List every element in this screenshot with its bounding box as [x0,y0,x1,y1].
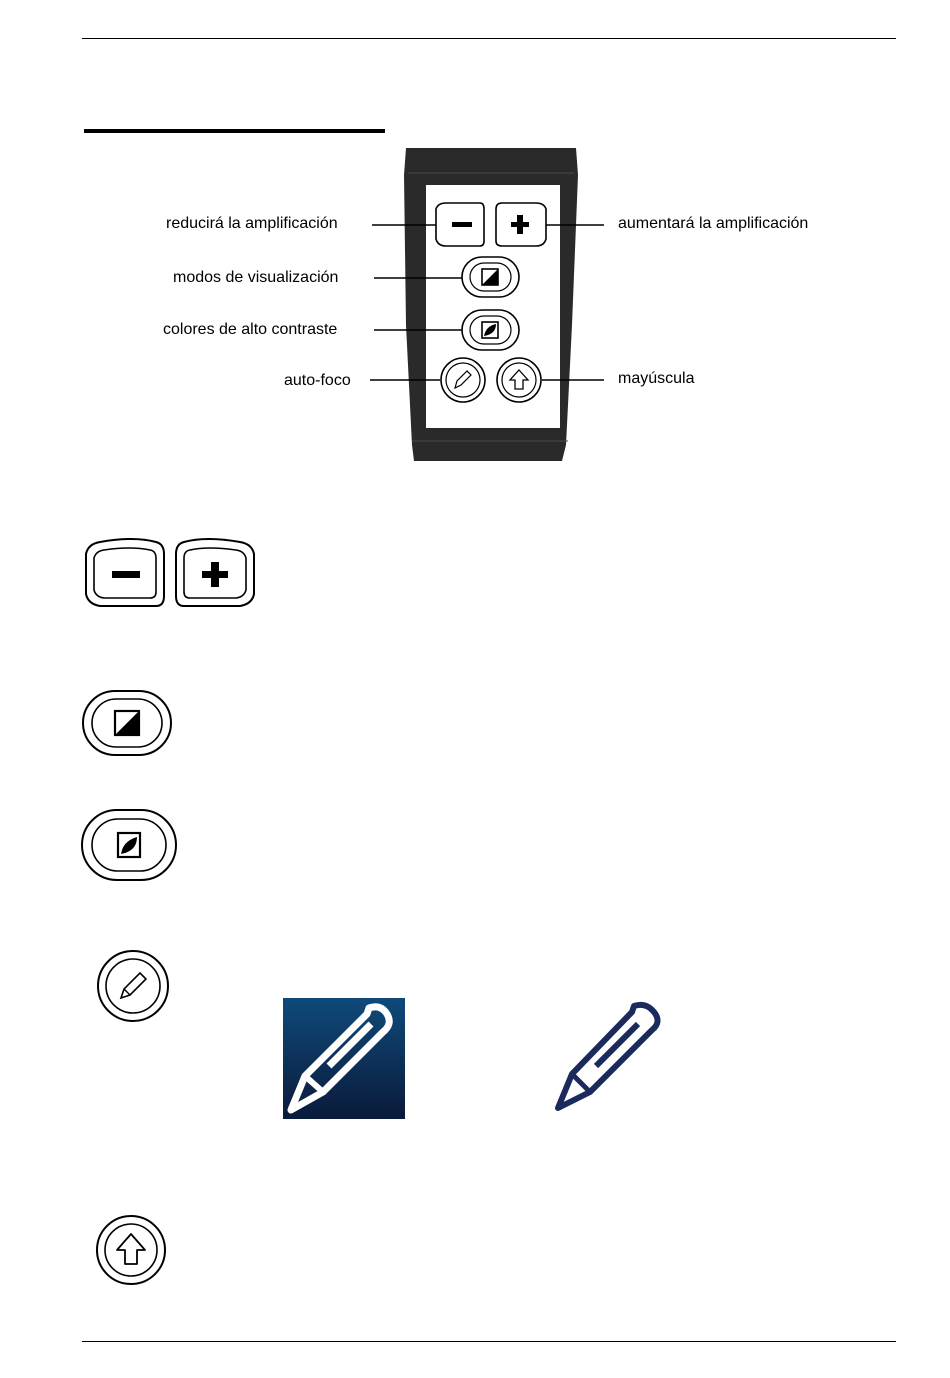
contrast-button-icon [81,809,177,881]
label-shift: mayúscula [618,370,695,387]
label-view-modes: modos de visualización [173,269,339,286]
label-high-contrast: colores de alto contraste [163,321,338,338]
pencil-app-icon [283,998,405,1119]
shift-button-icon [95,1214,167,1286]
minus-plus-buttons-icon [84,538,256,610]
footer-rule [82,1341,896,1342]
leader-lines [0,0,950,500]
label-zoom-in: aumentará la amplificación [618,215,809,232]
pencil-outline-icon [554,1000,666,1112]
label-autofocus: auto-foco [284,372,351,389]
view-mode-button-icon [82,690,172,756]
label-zoom-out: reducirá la amplificación [166,215,338,232]
pencil-button-icon [96,949,170,1023]
